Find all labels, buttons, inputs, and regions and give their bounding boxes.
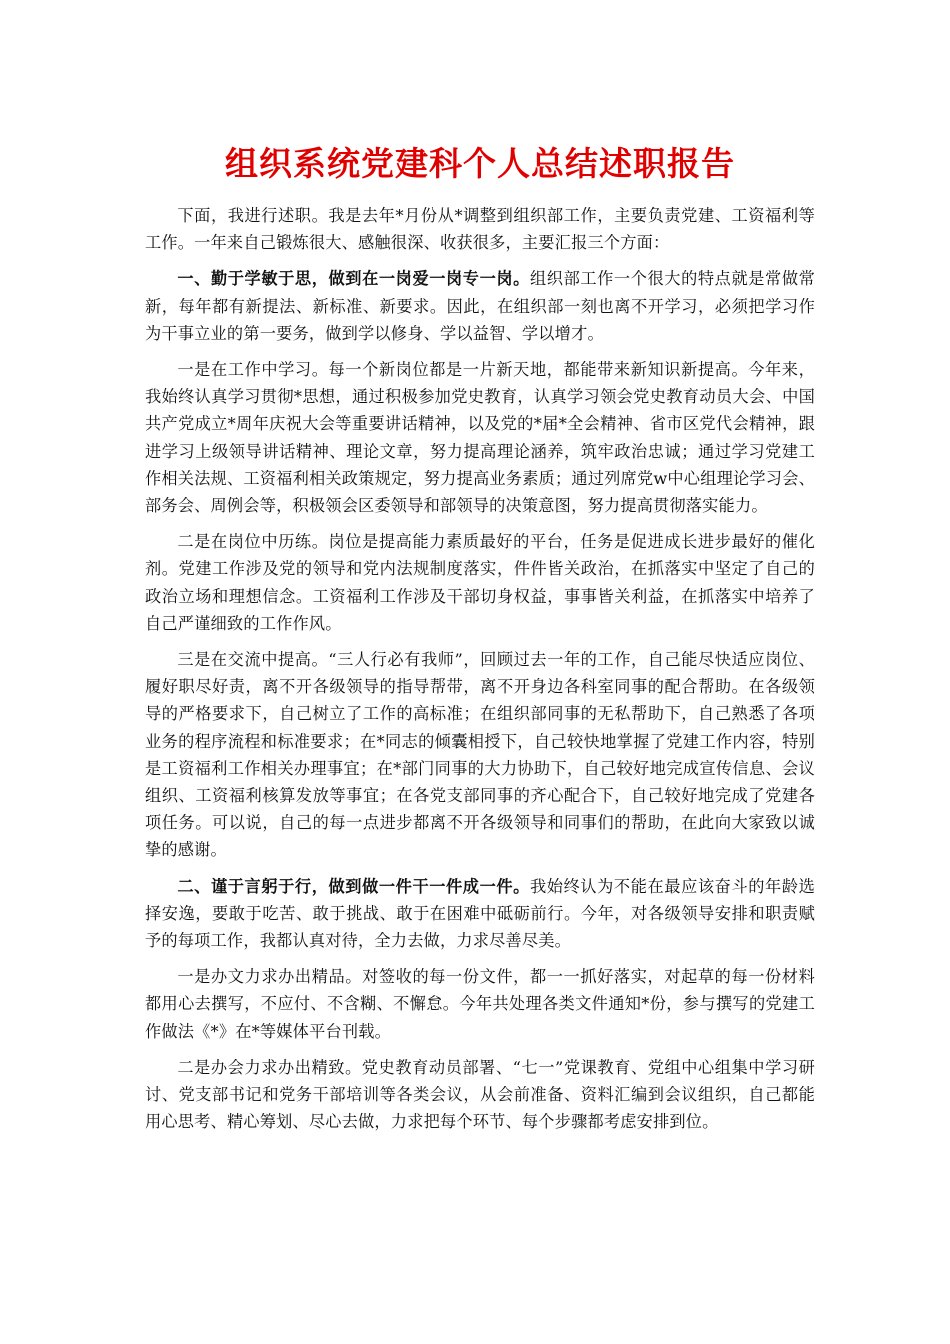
- paragraph-lead: 一、勤于学敏于思，做到在一岗爱一岗专一岗。: [177, 269, 530, 289]
- paragraph-text: 我始终认为不能在最应该奋斗的年龄选择安逸，要敢于吃苦、敢于挑战、敢于在困难中砥砺前行。今年，对各级领导安排和职责赋予的每项工作，我都认真对待，全力去做，力求尽善尽美。: [145, 876, 816, 951]
- paragraph-text: 下面，我进行述职。我是去年*月份从*调整到组织部工作，主要负责党建、工资福利等工作。一年来自己锻炼很大、感触很深、收获很多，主要汇报三个方面：: [145, 206, 815, 253]
- paragraph-text: 一是在工作中学习。每一个新岗位都是一片新天地，都能带来新知识新提高。今年来，我始终认真学习贯彻*思想，通过积极参加党史教育，认真学习领会党史教育动员大会、中国共产党成立*周年庆祝大会等重要讲话精神，以及党的*届*全会精神、省市区党代会精神，跟进学习上级领导讲话精神、理论文章，努力提高理论涵养，筑牢政治忠诚；通过学习党建工作相关法规、工资福利相关政策规定，努力提高业务素质；通过列席党w中心组理论学习会、部务会、周例会等，积极领会区委领导和部领导的决策意图，努力提高贯彻落实能力。: [145, 360, 815, 516]
- paragraph-training-in-post: [145, 528, 815, 637]
- paragraph-lead: 二、谨于言躬于行，做到做一件干一件成一件。: [177, 876, 530, 896]
- paragraph-text: 二是办会力求办出精致。党史教育动员部署、“七一”党课教育、党组中心组集中学习研讨、党支部书记和党务干部培训等各类会议，从会前准备、资料汇编到会议组织，自己都能用心思考、精心筹划、尽心去做，力求把每个环节、每个步骤都考虑安排到位。: [145, 1057, 815, 1132]
- paragraph-intro: [145, 202, 815, 256]
- paragraph-learning-at-work: [145, 356, 815, 519]
- paragraph-text: 三是在交流中提高。“三人行必有我师”，回顾过去一年的工作，自己能尽快适应岗位、履好职尽好责，离不开各级领导的指导帮带，离不开身边各科室同事的配合帮助。在各级领导的严格要求下，自己树立了工作的高标准；在组织部同事的无私帮助下，自己熟悉了各项业务的程序流程和标准要求；在*同志的倾囊相授下，自己较快地掌握了党建工作内容，特别是工资福利工作相关办理事宜；在*部门同事的大力协助下，自己较好地完成宣传信息、会议组织、工资福利核算发放等事宜；在各党支部同事的齐心配合下，自己较好地完成了党建各项任务。可以说，自己的每一点进步都离不开各级领导和同事们的帮助，在此向大家致以诚挚的感谢。: [145, 650, 815, 860]
- paragraph-improving-through-exchange: [145, 646, 815, 864]
- paragraph-document-handling: [145, 963, 815, 1045]
- paragraph-text: 二是在岗位中历练。岗位是提高能力素质最好的平台，任务是促进成长进步最好的催化剂。党建工作涉及党的领导和党内法规制度落实，件件皆关政治，在抓落实中坚定了自己的政治立场和理想信念。工资福利工作涉及干部切身权益，事事皆关利益，在抓落实中培养了自己严谨细致的工作作风。: [145, 532, 815, 633]
- document-page: [145, 130, 815, 1145]
- paragraph-section-one: [145, 265, 815, 347]
- paragraph-section-two: [145, 873, 815, 955]
- document-title: 组织系统党建科个人总结述职报告: [225, 144, 735, 183]
- paragraph-text: 组织部工作一个很大的特点就是常做常新，每年都有新提法、新标准、新要求。因此，在组织部一刻也离不开学习，必须把学习作为干事立业的第一要务，做到学以修身、学以益智、学以增才。: [145, 269, 816, 343]
- paragraph-meeting-organization: [145, 1054, 815, 1136]
- paragraph-text: 一是办文力求办出精品。对签收的每一份文件，都一一抓好落实，对起草的每一份材料都用心去撰写，不应付、不含糊、不懈怠。今年共处理各类文件通知*份，参与撰写的党建工作做法《*》在*等媒体平台刊载。: [145, 967, 815, 1041]
